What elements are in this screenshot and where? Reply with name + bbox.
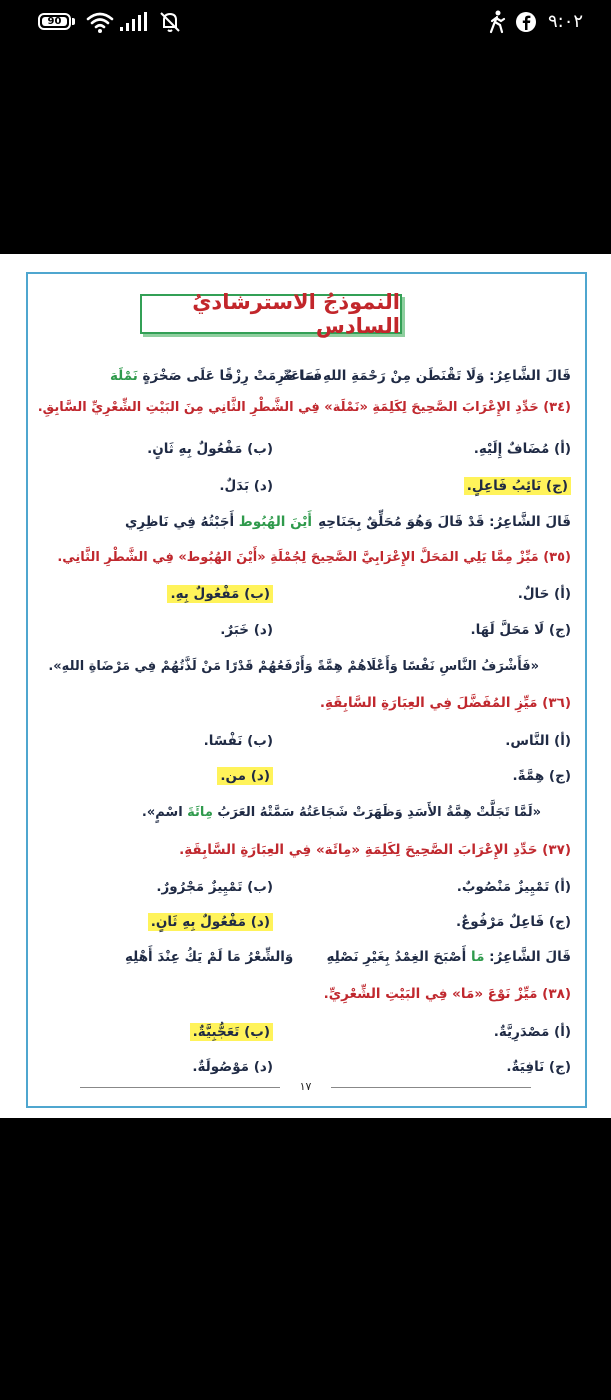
passage1: «فَأَشْرَفُ النَّاسِ نَفْسًا وَأَعْلَاهُمْ هِمَّةً وَأَرْفَعُهُمْ قَدْرًا مَنْ لَذَّتُهُمْ فِي مَرْضَاةِ اللهِ». bbox=[48, 659, 539, 674]
q34-stem: (٣٤) حَدِّدِ الإِعْرَابَ الصَّحِيحَ لِكَلِمَةِ «نَمْلَة» فِي الشَّطْرِ الثَّانِي مِنَ البَيْتِ الشِّعْرِيِّ السَّابِقِ. bbox=[37, 400, 571, 415]
title-box bbox=[140, 290, 402, 338]
clock: ٩:٠٢ bbox=[548, 11, 584, 32]
verse3-first-b: مَا bbox=[471, 949, 485, 965]
q35-option-d: (د) خَبَرٌ. bbox=[220, 622, 273, 638]
passage2-c: اسْمٍ». bbox=[141, 805, 188, 820]
q35-option-b-text: (ب) مَفْعُولٌ بِهِ. bbox=[167, 585, 273, 603]
verse2-second-b: أَجَبْتُهُ فِي نَاظِرِي bbox=[125, 514, 239, 530]
q38-option-c: (ج) نَافِيَةٌ. bbox=[506, 1059, 571, 1075]
q35-option-a: (أ) حَالٌ. bbox=[517, 586, 571, 602]
q35-option-b bbox=[167, 584, 273, 604]
q35-stem: (٣٥) مَيِّزْ مِمَّا يَلِي المَحَلَّ الإِعْرَابِيَّ الصَّحِيحَ لِجُمْلَةِ «أَيْنَ الهُبُوط» فِي الشَّطْرِ الثَّانِي. bbox=[57, 550, 571, 565]
q36-option-d bbox=[217, 766, 273, 786]
q34-option-c-text: (ج) نَائِبُ فَاعِلٍ. bbox=[464, 477, 571, 495]
q34-option-c bbox=[464, 476, 571, 496]
q34-option-b: (ب) مَفْعُولٌ بِهِ ثَانٍ. bbox=[147, 441, 273, 457]
verse1-first: قَالَ الشَّاعِرُ: وَلَا تَقْنَطَن مِنْ رَحْمَةِ اللهِ سَاعَةً bbox=[282, 368, 571, 384]
q38-option-b bbox=[190, 1022, 273, 1042]
q36-option-c: (ج) هِمَّةً. bbox=[512, 768, 571, 784]
q34-option-d: (د) بَدَلٌ. bbox=[219, 478, 273, 494]
q36-option-b: (ب) نَفْسًا. bbox=[203, 733, 273, 749]
bell-off-icon bbox=[158, 10, 182, 34]
verse1-second-b: نَمْلَة bbox=[110, 368, 138, 384]
q38-option-a: (أ) مَصْدَرِيَّةٌ. bbox=[493, 1024, 571, 1040]
verse2-first: قَالَ الشَّاعِرُ: قَدْ قَالَ وَهُوَ مُحَلِّقٌ بِجَنَاحِهِ bbox=[318, 514, 571, 530]
wifi-icon bbox=[86, 10, 114, 34]
q37-option-a: (أ) تَمْيِيزٌ مَنْصُوبٌ. bbox=[456, 879, 571, 895]
footer-rule-left bbox=[80, 1087, 280, 1088]
q34-option-a: (أ) مُضَافٌ إِلَيْهِ. bbox=[473, 441, 571, 457]
q37-stem: (٣٧) حَدِّدِ الإِعْرَابَ الصَّحِيحَ لِكَلِمَةِ «مِائَة» فِي العِبَارَةِ السَّابِقَةِ. bbox=[179, 842, 571, 858]
walk-icon bbox=[486, 10, 508, 34]
passage2-a: «لَمَّا تَجَلَّتْ هِمَّةُ الأَسَدِ وَظَهَرَتْ شَجَاعَتُهُ سَمَّتْهُ العَرَبُ bbox=[212, 805, 541, 820]
q38-option-b-text: (ب) تَعَجُّبِيَّةٌ. bbox=[190, 1023, 273, 1041]
q36-option-d-text: (د) من. bbox=[217, 767, 273, 785]
q38-option-d: (د) مَوْصُولَةٌ. bbox=[192, 1059, 273, 1075]
passage2-b: مِائَةَ bbox=[187, 805, 213, 820]
passage2 bbox=[142, 803, 541, 823]
battery-level: 90 bbox=[47, 16, 62, 27]
signal-icon bbox=[120, 12, 150, 32]
page-number-footer bbox=[0, 1080, 611, 1093]
verse1-second bbox=[110, 366, 322, 386]
verse3-first-c: أَصْبَحَ الغِمْدُ بِغَيْرِ نَصْلِهِ bbox=[326, 949, 472, 965]
q37-option-c: (ج) فَاعِلٌ مَرْفُوعٌ. bbox=[455, 914, 571, 930]
verse3-first-a: قَالَ الشَّاعِرُ: bbox=[484, 949, 571, 965]
facebook-icon bbox=[515, 11, 537, 33]
battery-icon bbox=[38, 13, 71, 30]
q37-option-d bbox=[148, 912, 273, 932]
q36-stem: (٣٦) مَيِّزِ المُفَضَّلَ فِي العِبَارَةِ السَّابِقَةِ. bbox=[319, 695, 571, 711]
q38-stem: (٣٨) مَيِّزْ نَوْعَ «مَا» فِي البَيْتِ الشِّعْرِيِّ. bbox=[323, 986, 571, 1002]
status-bar bbox=[0, 0, 611, 46]
q35-option-c: (ج) لَا مَحَلَّ لَهَا. bbox=[470, 622, 571, 638]
q37-option-d-text: (د) مَفْعُولٌ بِهِ ثَانٍ. bbox=[148, 913, 273, 931]
verse2-second-a: أَيْنَ الهُبُوط bbox=[238, 514, 312, 530]
q36-option-a: (أ) النَّاس. bbox=[505, 733, 571, 749]
verse2-second bbox=[125, 512, 312, 532]
verse3-first bbox=[326, 947, 571, 967]
document-page[interactable] bbox=[0, 254, 611, 1118]
battery-tip bbox=[72, 18, 75, 25]
page-number: ١٧ bbox=[299, 1080, 312, 1093]
footer-rule-right bbox=[331, 1087, 531, 1088]
verse3-second: وَالشِّعْرُ مَا لَمْ يَكُ عِنْدَ أَهْلِهِ bbox=[125, 949, 294, 965]
page-title: النموذجُ الاسترشاديُ السادس bbox=[192, 290, 400, 338]
q37-option-b: (ب) تَمْيِيزٌ مَجْرُورٌ. bbox=[156, 879, 273, 895]
verse1-second-a: فَمَا حُرِمَتْ رِزْقًا عَلَى صَخْرَةٍ bbox=[137, 368, 323, 384]
